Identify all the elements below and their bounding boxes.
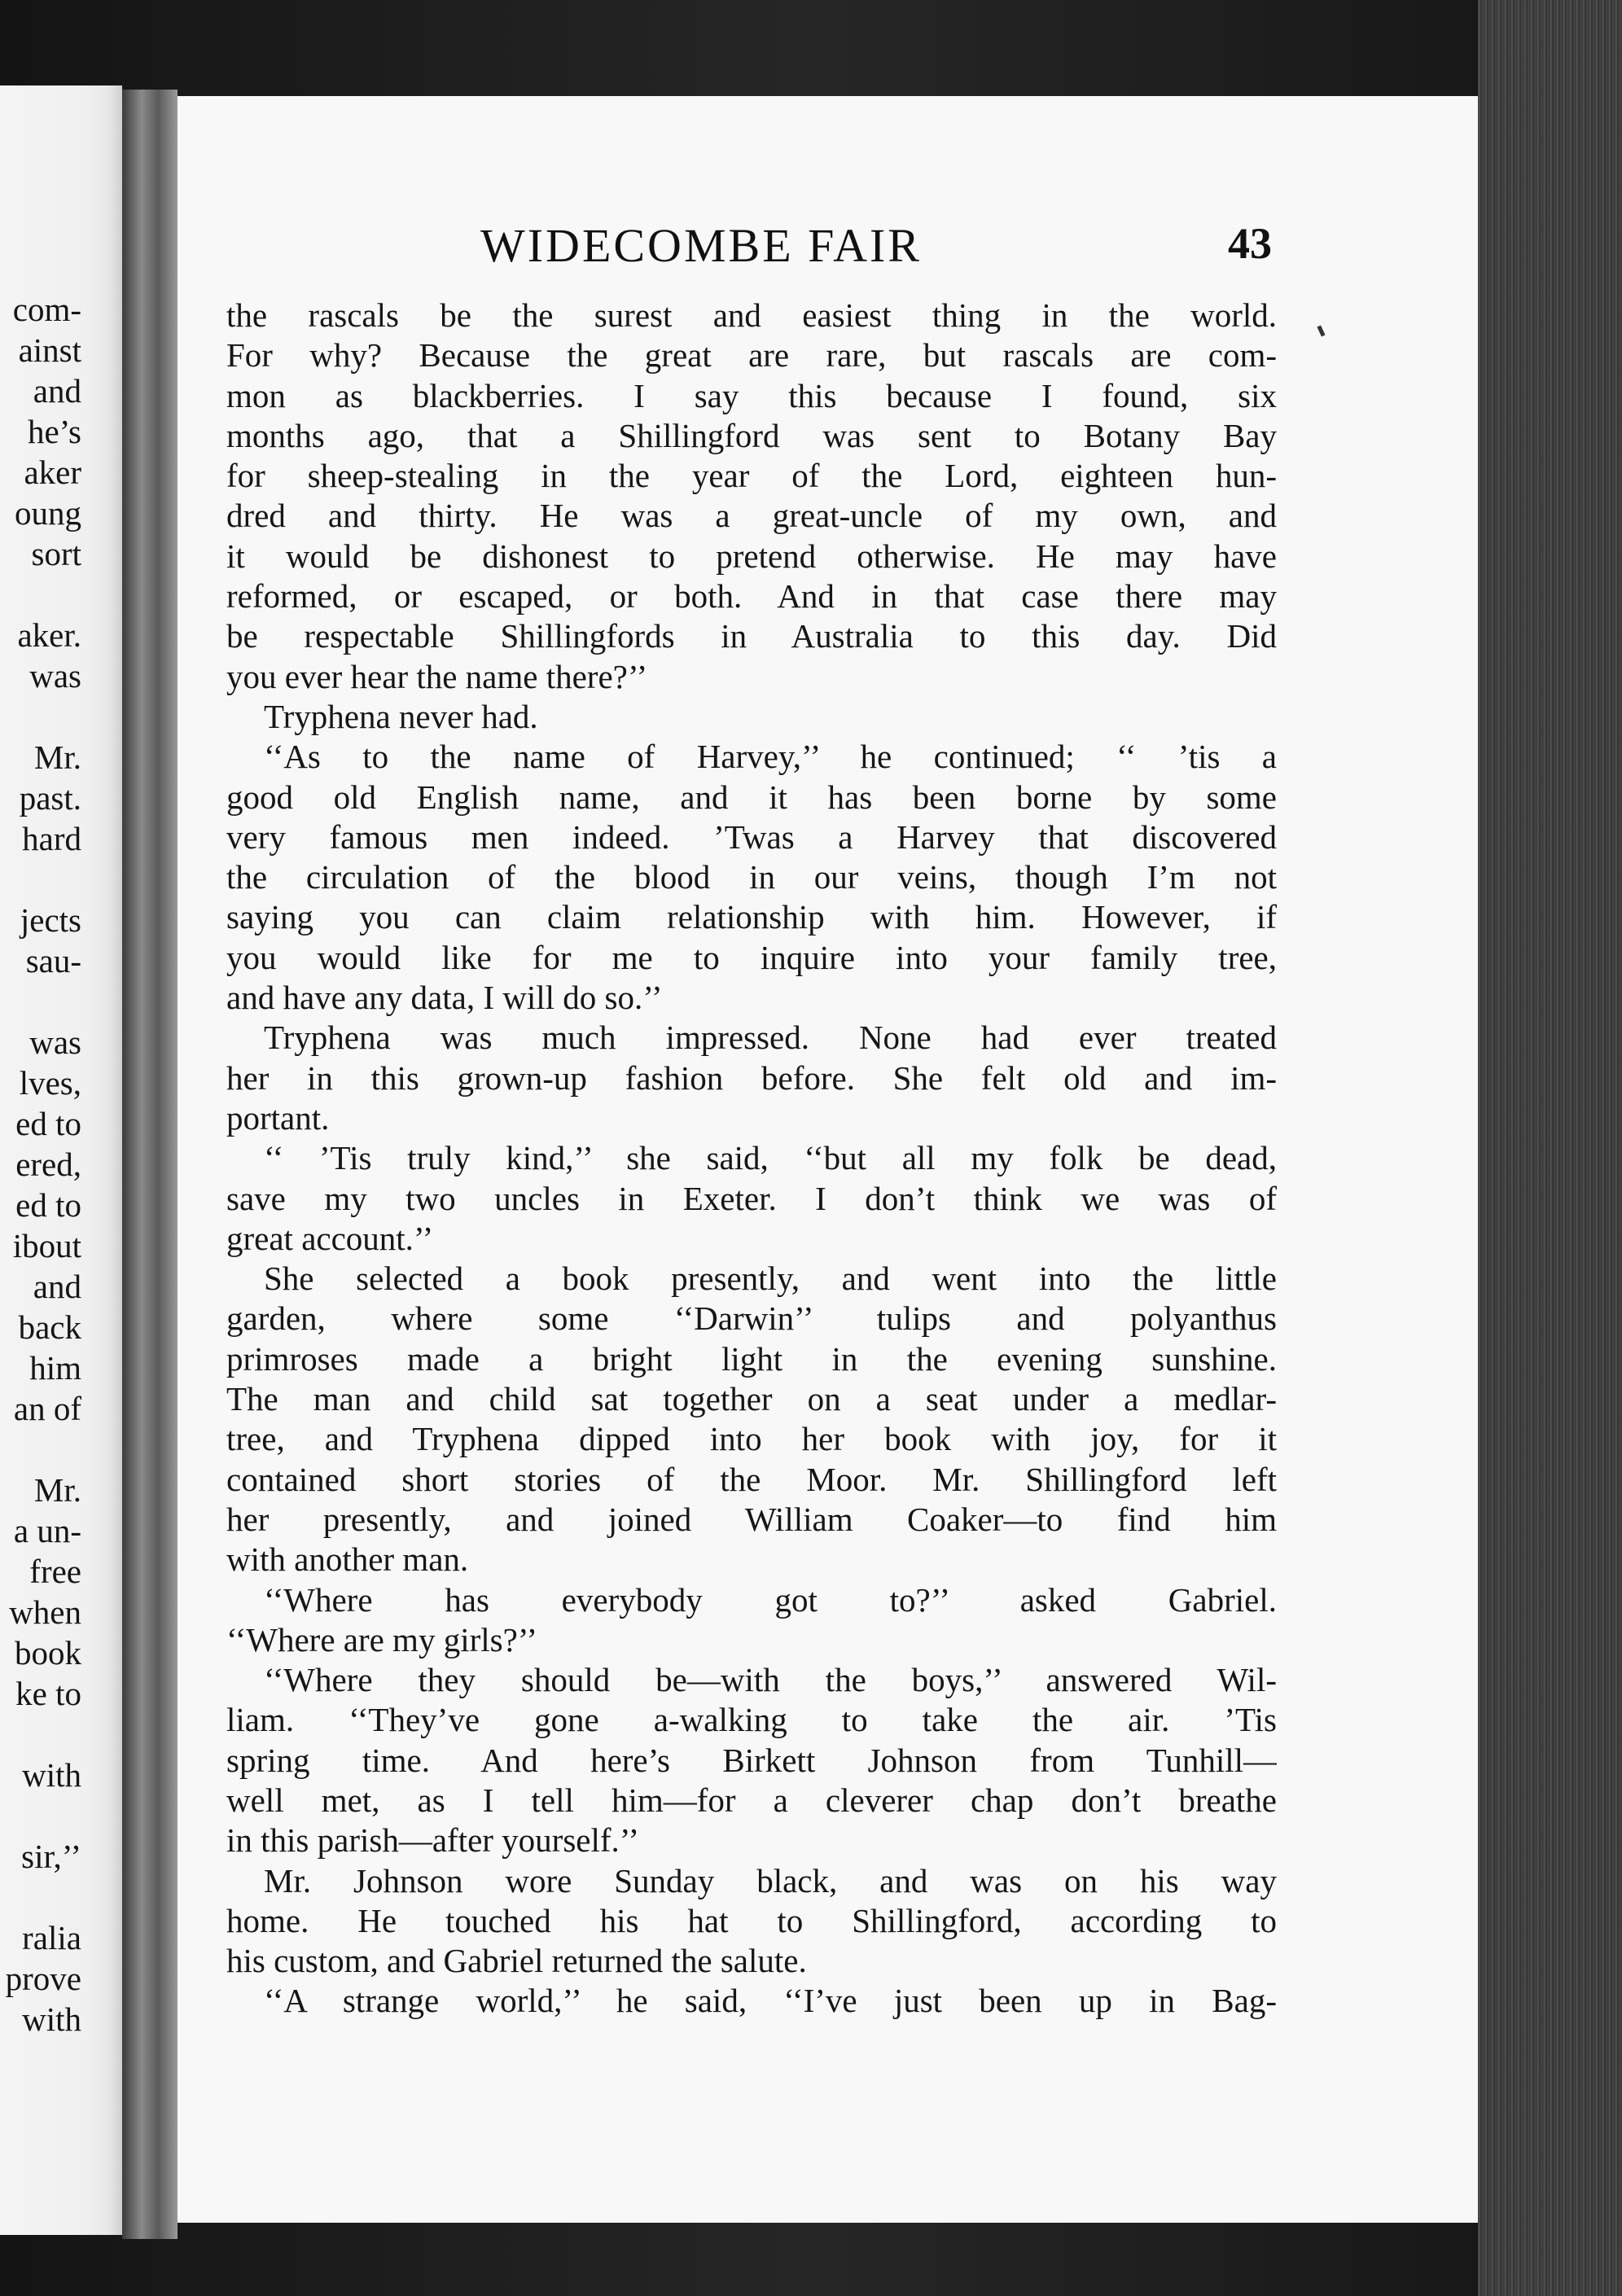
left-page-fragment: aker. [17, 616, 81, 654]
left-page-fragment: hard [22, 820, 81, 857]
text-line: dred and thirty. He was a great-uncle of my own, and [226, 497, 1277, 535]
text-line: The man and child sat together on a seat under a medlar- [226, 1380, 1277, 1418]
left-page-fragment: jects [20, 901, 81, 939]
text-line: in this parish—after yourself.’’ [226, 1821, 640, 1860]
text-line: great account.’’ [226, 1219, 434, 1257]
book-page [178, 96, 1478, 2223]
left-page-fragment: ered, [15, 1146, 81, 1183]
text-line: ‘‘Where they should be—with the boys,’’ answered Wil- [264, 1661, 1277, 1699]
text-line: spring time. And here’s Birkett Johnson from Tunhill— [226, 1741, 1277, 1779]
text-line: the circulation of the blood in our veins, though I’m not [226, 858, 1277, 896]
left-page-fragment: sir,’’ [21, 1838, 81, 1875]
text-line: her presently, and joined William Coaker—to find him [226, 1500, 1277, 1538]
left-page-fragment: ainst [18, 331, 81, 369]
text-line: you ever hear the name there?’’ [226, 657, 648, 695]
left-page-fragment: prove [5, 1960, 81, 1997]
left-page-fragment: and [33, 372, 81, 410]
stray-ink-mark [1317, 326, 1325, 337]
text-line: ‘‘Where has everybody got to?’’ asked Gabriel. [264, 1580, 1277, 1619]
left-page-fragment: book [15, 1634, 81, 1672]
text-line: for sheep-stealing in the year of the Lord, eighteen hun- [226, 457, 1277, 495]
text-line: save my two uncles in Exeter. I don’t think we was of [226, 1179, 1277, 1217]
left-page-fragment: Mr. [33, 738, 81, 776]
text-line: Tryphena was much impressed. None had ever treated [264, 1019, 1277, 1057]
left-page-fragment: Mr. [33, 1471, 81, 1509]
text-line: Tryphena never had. [264, 697, 538, 735]
left-page-fragment: aker [24, 454, 81, 491]
left-page-fragment: past. [19, 779, 81, 817]
left-page-fragment: with [22, 1756, 81, 1794]
left-page-fragment: com- [12, 291, 81, 328]
text-line: primroses made a bright light in the evening sunshine. [226, 1339, 1277, 1378]
text-line: ‘‘As to the name of Harvey,’’ he continued; ‘‘ ’tis a [264, 738, 1277, 776]
text-line: portant. [226, 1098, 330, 1137]
left-page-fragment: back [18, 1308, 81, 1346]
left-page-fragment: when [9, 1593, 81, 1631]
text-line: very famous men indeed. ’Twas a Harvey that discovered [226, 817, 1277, 856]
left-page-fragment: sort [31, 535, 81, 572]
text-line: months ago, that a Shillingford was sent to Botany Bay [226, 416, 1277, 454]
left-page-fragment: was [29, 1023, 81, 1061]
running-title: WIDECOMBE FAIR [480, 219, 922, 272]
text-line: garden, where some ‘‘Darwin’’ tulips and polyanthus [226, 1299, 1277, 1338]
page-number: 43 [1228, 219, 1272, 268]
left-page-fragment: was [29, 657, 81, 694]
left-page-fragment: lves, [19, 1064, 81, 1102]
left-facing-page [0, 85, 122, 2235]
text-line: it would be dishonest to pretend otherwise. He may have [226, 537, 1277, 575]
text-line: For why? Because the great are rare, but rascals are com- [226, 336, 1277, 375]
text-line: ‘‘ ’Tis truly kind,’’ she said, ‘‘but all my folk be dead, [264, 1139, 1277, 1177]
text-line: her in this grown-up fashion before. She felt old and im- [226, 1058, 1277, 1097]
left-page-fragment: ke to [15, 1675, 81, 1712]
text-line: tree, and Tryphena dipped into her book with joy, for it [226, 1420, 1277, 1458]
text-line: reformed, or escaped, or both. And in that case there may [226, 577, 1277, 616]
text-line: and have any data, I will do so.’’ [226, 979, 663, 1017]
scanner-backdrop [1478, 0, 1622, 2296]
left-page-fragment: sau- [25, 942, 81, 979]
text-line: the rascals be the surest and easiest thing in the world. [226, 296, 1277, 334]
text-line: liam. ‘‘They’ve gone a-walking to take the air. ’Tis [226, 1701, 1277, 1739]
book-gutter [122, 90, 178, 2239]
left-page-fragment: oung [15, 494, 81, 532]
text-line: with another man. [226, 1540, 469, 1579]
left-page-fragment: and [33, 1268, 81, 1305]
left-page-fragment: he’s [27, 413, 81, 450]
text-line: home. He touched his hat to Shillingford, according to [226, 1901, 1277, 1939]
text-line: ‘‘A strange world,’’ he said, ‘‘I’ve just been up in Bag- [264, 1982, 1277, 2020]
text-line: ‘‘Where are my girls?’’ [226, 1620, 538, 1658]
text-line: be respectable Shillingfords in Australia to this day. Did [226, 617, 1277, 655]
text-line: good old English name, and it has been borne by some [226, 778, 1277, 816]
text-line: well met, as I tell him—for a cleverer chap don’t breathe [226, 1781, 1277, 1819]
left-page-fragment: an of [13, 1390, 81, 1427]
body-text [226, 296, 1277, 2022]
text-line: saying you can claim relationship with him. However, if [226, 898, 1277, 936]
left-page-fragment: ed to [15, 1186, 81, 1224]
left-page-fragment: a un- [13, 1512, 81, 1549]
left-page-fragment: ibout [12, 1227, 81, 1264]
left-page-fragment: ralia [22, 1919, 81, 1956]
left-page-fragment: free [29, 1553, 81, 1590]
text-line: you would like for me to inquire into your family tree, [226, 938, 1277, 976]
text-line: his custom, and Gabriel returned the salute. [226, 1942, 807, 1980]
text-line: mon as blackberries. I say this because I found, six [226, 376, 1277, 414]
left-page-fragment: ed to [15, 1105, 81, 1142]
running-head [178, 218, 1478, 283]
left-page-fragment: with [22, 2000, 81, 2038]
left-page-fragment: him [29, 1349, 81, 1387]
text-line: She selected a book presently, and went into the little [264, 1260, 1277, 1298]
text-line: Mr. Johnson wore Sunday black, and was on his way [264, 1861, 1277, 1899]
text-line: contained short stories of the Moor. Mr. Shillingford left [226, 1460, 1277, 1498]
